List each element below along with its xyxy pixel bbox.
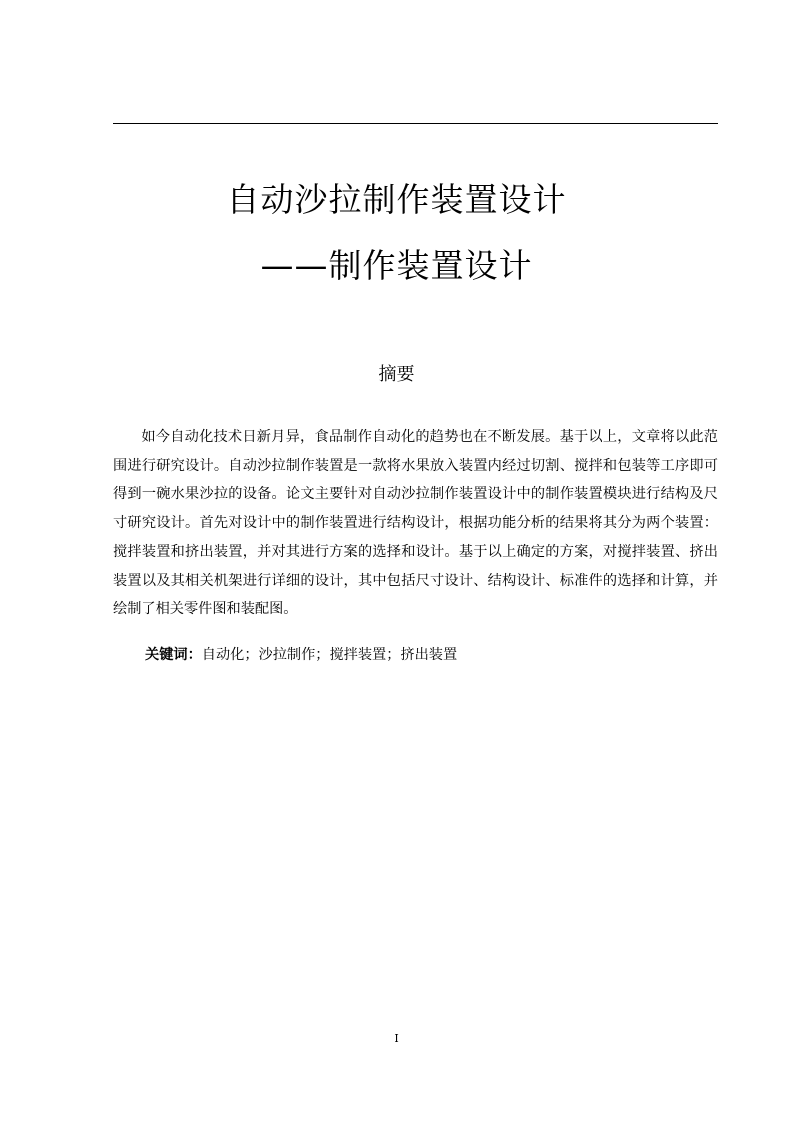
page-number: I xyxy=(394,1032,399,1045)
header-rule xyxy=(113,123,718,124)
document-subtitle: ——制作装置设计 xyxy=(260,246,533,285)
keywords-value: 自动化；沙拉制作；搅拌装置；挤出装置 xyxy=(201,647,458,663)
keywords-line xyxy=(145,642,705,668)
keywords-label: 关键词： xyxy=(145,647,202,663)
document-title: 自动沙拉制作装置设计 xyxy=(226,180,567,219)
abstract-heading: 摘要 xyxy=(378,364,415,385)
abstract-body: 如今自动化技术日新月异，食品制作自动化的趋势也在不断发展。基于以上，文章将以此范围进行研究设计。自动沙拉制作装置是一款将水果放入装置内经过切割、搅拌和包装等工序即可得到一碗水果沙拉的设备。论文主要针对自动沙拉制作装置设计中的制作装置模块进行结构及尺寸研究设计。首先对设计中的制作装置进行结构设计，根据功能分析的结果将其分为两个装置：搅拌装置和挤出装置，并对其进行方案的选择和设计。基于以上确定的方案，对搅拌装置、挤出装置以及其相关机架进行详细的设计，其中包括尺寸设计、结构设计、标准件的选择和计算，并绘制了相关零件图和装配图。 xyxy=(113,429,718,618)
